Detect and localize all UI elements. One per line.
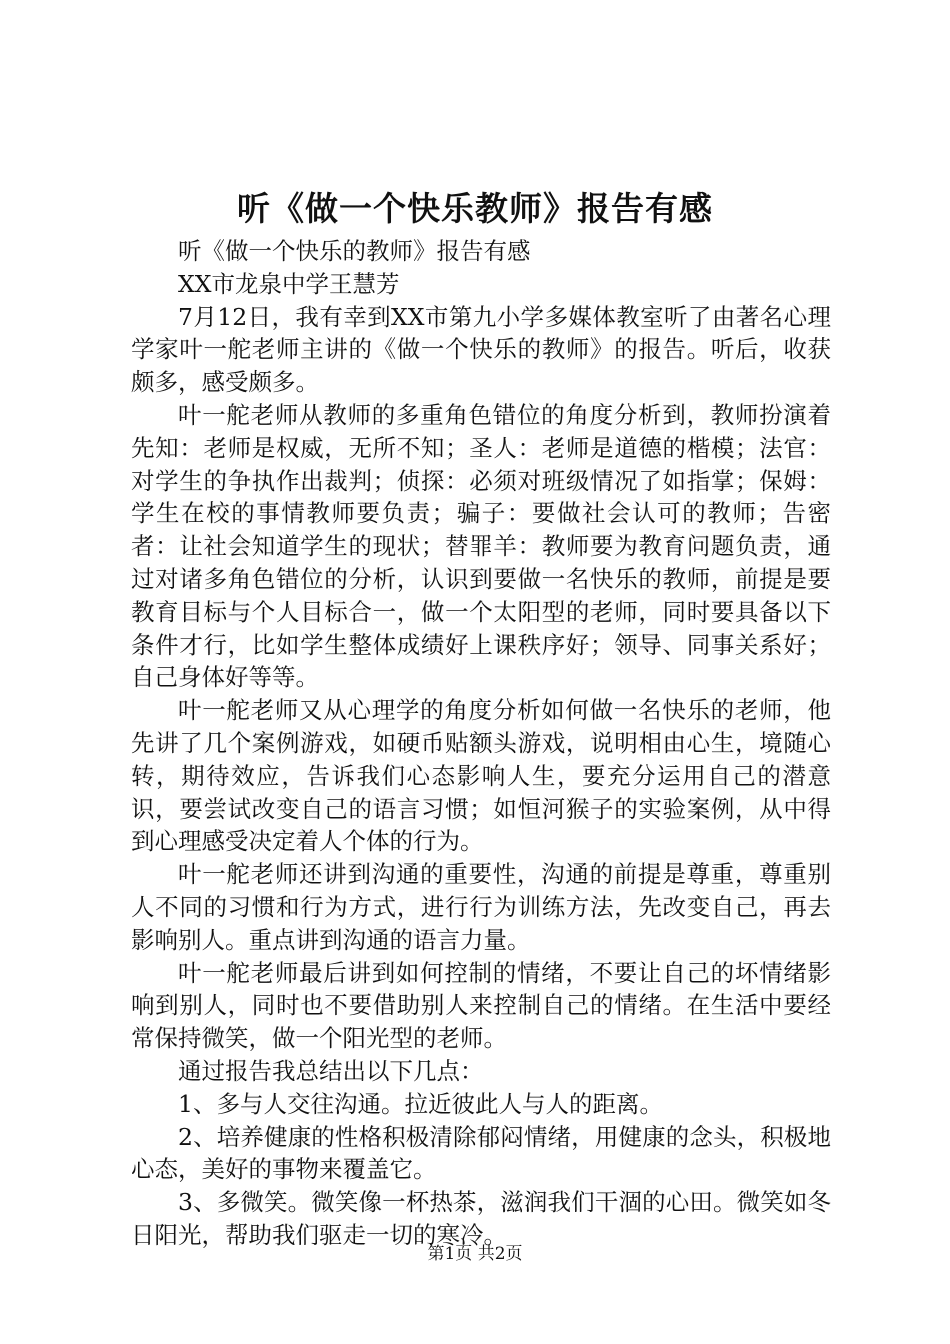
body-paragraph: 7月12日，我有幸到XX市第九小学多媒体教室听了由著名心理学家叶一舵老师主讲的《做一个快乐的教师》的报告。听后，收获颇多，感受颇多。	[131, 302, 831, 397]
list-item: 1、多与人交往沟通。拉近彼此人与人的距离。	[178, 1089, 663, 1118]
body-paragraph: 叶一舵老师最后讲到如何控制的情绪，不要让自己的坏情绪影响到别人，同时也不要借助别人来控制自己的情绪。在生活中要经常保持微笑，做一个阳光型的老师。	[131, 958, 831, 1053]
body-paragraph: 叶一舵老师又从心理学的角度分析如何做一名快乐的老师，他先讲了几个案例游戏，如硬币贴额头游戏，说明相由心生，境随心转，期待效应，告诉我们心态影响人生，要充分运用自己的潜意识，要尝试改变自己的语言习惯；如恒河猴子的实验案例，从中得到心理感受决定着人个体的行为。	[131, 696, 831, 856]
body-paragraph: 叶一舵老师还讲到沟通的重要性，沟通的前提是尊重，尊重别人不同的习惯和行为方式，进行行为训练方法，先改变自己，再去影响别人。重点讲到沟通的语言力量。	[131, 860, 831, 954]
author-paragraph: XX市龙泉中学王慧芳	[178, 269, 400, 298]
body-paragraph: 叶一舵老师从教师的多重角色错位的角度分析到，教师扮演着先知：老师是权威，无所不知；圣人：老师是道德的楷模；法官：对学生的争执作出裁判；侦探：必须对班级情况了如指掌；保姆：学生在校的事情教师要负责；骗子：要做社会认可的教师；告密者：让社会知道学生的现状；替罪羊：教师要为教育问题负责，通过对诸多角色错位的分析，认识到要做一名快乐的教师，前提是要教育目标与个人目标合一，做一个太阳型的老师，同时要具备以下条件才行，比如学生整体成绩好上课秩序好；领导、同事关系好；自己身体好等等。	[131, 400, 831, 692]
subtitle-paragraph: 听《做一个快乐的教师》报告有感	[178, 237, 531, 265]
summary-intro-paragraph: 通过报告我总结出以下几点：	[178, 1056, 484, 1085]
list-item: 2、培养健康的性格积极清除郁闷情绪，用健康的念头，积极地心态，美好的事物来覆盖它。	[131, 1122, 831, 1184]
document-title: 听《做一个快乐教师》报告有感	[237, 189, 713, 228]
list-item: 3、多微笑。微笑像一杯热茶，滋润我们干涸的心田。微笑如冬日阳光，帮助我们驱走一切的寒冷。	[131, 1188, 831, 1249]
document-body	[131, 235, 831, 1252]
page-number-footer: 第1页 共2页	[427, 1244, 523, 1264]
